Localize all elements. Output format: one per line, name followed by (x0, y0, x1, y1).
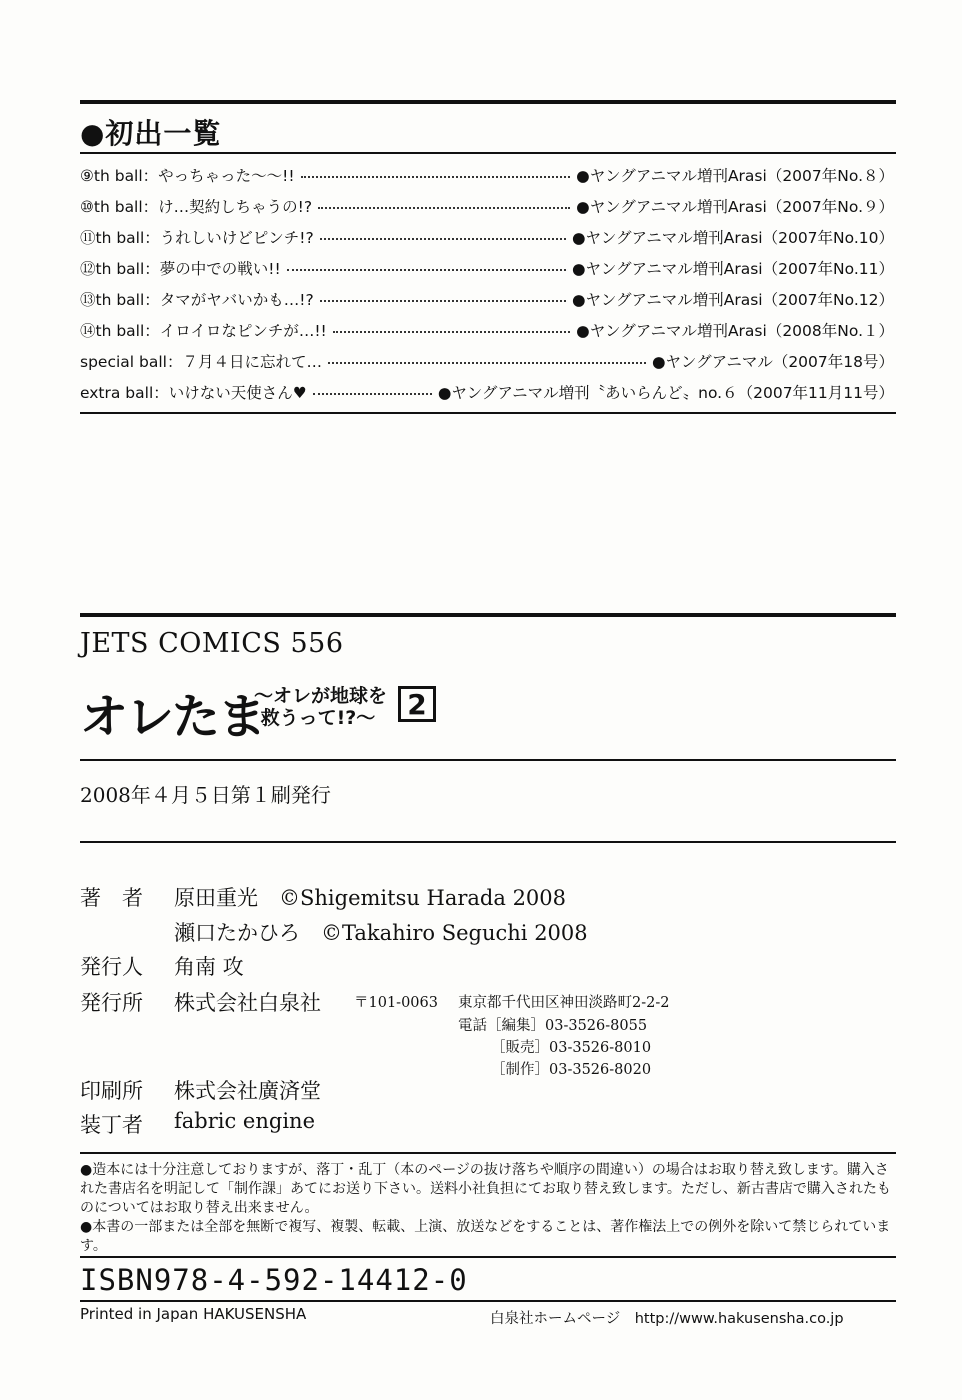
volume-number: 2 (398, 686, 436, 722)
colophon-top-rule (80, 613, 896, 617)
notice-text (80, 1161, 896, 1256)
notice-top-rule (80, 1152, 896, 1154)
publication-date: 2008年４月５日第１刷発行 (80, 783, 331, 807)
chapter-title: ⑬th ball：タマがヤバいかも…!? (80, 291, 314, 309)
publisher-name: 株式会社白泉社 (174, 991, 321, 1015)
date-rule (80, 841, 896, 843)
author-secondary: 瀬口たかひろ ©Takahiro Seguchi 2008 (174, 921, 588, 945)
dot-leader (301, 176, 571, 178)
dot-leader (287, 269, 566, 271)
publisher-person: 角南 攻 (174, 955, 244, 979)
dot-leader (328, 362, 646, 364)
isbn-rule (80, 1300, 896, 1302)
dot-leader (333, 331, 570, 333)
book-title: オレたま (80, 689, 265, 745)
list-item (80, 194, 894, 218)
series-name: JETS COMICS 556 (80, 628, 344, 659)
title-rule (80, 759, 896, 761)
title-underline (80, 152, 896, 154)
publisher-person-label: 発行人 (80, 955, 143, 979)
printer-name: 株式会社廣済堂 (174, 1079, 321, 1103)
top-rule (80, 100, 896, 104)
chapter-title: special ball：７月４日に忘れて… (80, 353, 322, 371)
source-magazine: ●ヤングアニマル増刊Arasi（2008年No.１） (576, 322, 894, 340)
list-item (80, 349, 894, 373)
chapter-title: ⑭th ball：イロイロなピンチが…!! (80, 322, 327, 340)
chapter-title: ⑨th ball：やっちゃった〜〜!! (80, 167, 295, 185)
author-primary: 原田重光 ©Shigemitsu Harada 2008 (174, 886, 567, 910)
homepage-link[interactable]: 白泉社ホームページ http://www.hakusensha.co.jp (490, 1311, 844, 1327)
source-magazine: ●ヤングアニマル（2007年18号） (652, 353, 894, 371)
source-magazine: ●ヤングアニマル増刊Arasi（2007年No.10） (571, 229, 894, 247)
publisher-label: 発行所 (80, 991, 143, 1015)
list-item (80, 225, 894, 249)
list-item (80, 380, 894, 404)
dot-leader (320, 238, 566, 240)
phone-editorial: 電話［編集］03-3526-8055 (458, 1018, 648, 1034)
design-name: fabric engine (174, 1109, 315, 1133)
notice-paragraph-1: ●造本には十分注意しておりますが、落丁・乱丁（本のページの抜け落ちや順序の間違い）の場合はお取り替え致します。購入された書店名を明記して「制作課」あてにお送り下さい。送料小社負担にてお取り替え致します。ただし、新古書店で購入されたものについてはお取り替え出来ません。 (80, 1162, 891, 1216)
book-subtitle: 〜オレが地球を 救うって!?〜 (254, 685, 388, 729)
list-item (80, 318, 894, 342)
printer-label: 印刷所 (80, 1079, 143, 1103)
phone-production: ［制作］03-3526-8020 (491, 1062, 652, 1078)
chapter-title: ⑩th ball：け…契約しちゃうの!? (80, 198, 313, 216)
author-label: 著 者 (80, 886, 143, 910)
list-bottom-rule (80, 412, 896, 414)
isbn-code: ISBN978-4-592-14412-0 (80, 1263, 468, 1297)
notice-bottom-rule (80, 1256, 896, 1258)
chapter-title: ⑪th ball：うれしいけどピンチ!? (80, 229, 314, 247)
design-label: 装丁者 (80, 1113, 143, 1137)
source-magazine: ●ヤングアニマル増刊Arasi（2007年No.12） (571, 291, 894, 309)
phone-sales: ［販売］03-3526-8010 (491, 1040, 652, 1056)
dot-leader (318, 207, 570, 209)
publisher-address: 東京都千代田区神田淡路町2-2-2 (458, 995, 670, 1011)
first-appearance-title: ●初出一覧 (80, 117, 222, 150)
list-item (80, 256, 894, 280)
chapter-title: extra ball：いけない天使さん♥ (80, 384, 307, 402)
source-magazine: ●ヤングアニマル増刊Arasi（2007年No.11） (571, 260, 894, 278)
dot-leader (320, 300, 566, 302)
source-magazine: ●ヤングアニマル増刊Arasi（2007年No.８） (576, 167, 894, 185)
source-magazine: ●ヤングアニマル増刊〝あいらんど〟no.６（2007年11月11号） (437, 384, 894, 402)
list-item (80, 287, 894, 311)
chapter-title: ⑫th ball：夢の中での戦い!! (80, 260, 281, 278)
postal-code: 〒101-0063 (354, 995, 438, 1011)
notice-paragraph-2: ●本書の一部または全部を無断で複写、複製、転載、上演、放送などをすることは、著作権法上での例外を除いて禁じられています。 (80, 1219, 891, 1254)
list-item (80, 163, 894, 187)
dot-leader (313, 393, 432, 395)
printed-in: Printed in Japan HAKUSENSHA (80, 1305, 307, 1323)
source-magazine: ●ヤングアニマル増刊Arasi（2007年No.９） (576, 198, 894, 216)
